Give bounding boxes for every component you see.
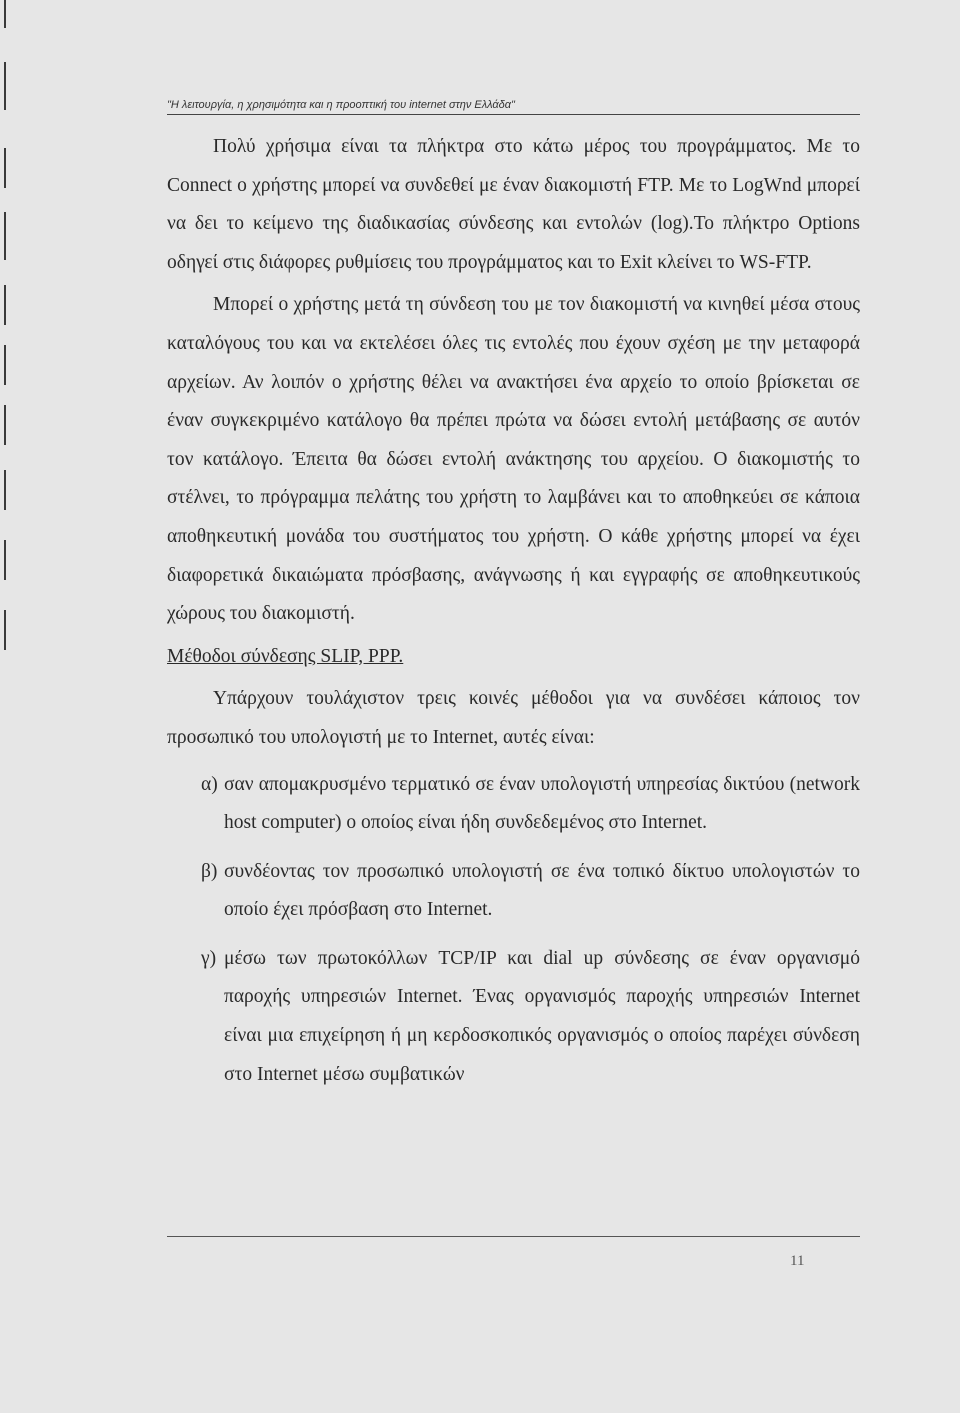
page-number: 11	[790, 1253, 805, 1269]
list-item	[201, 853, 860, 930]
list-item	[201, 940, 860, 1094]
method-list	[167, 766, 860, 1095]
running-header: "Η λειτουργία, η χρησιμότητα και η προοπτική του internet στην Ελλάδα"	[167, 99, 860, 115]
scan-edge-mark	[4, 285, 6, 325]
scan-edge-mark	[4, 610, 6, 650]
scan-edge-mark	[4, 0, 6, 28]
scan-edge-mark	[4, 540, 6, 580]
footer-rule	[167, 1236, 860, 1237]
scan-edge-mark	[4, 148, 6, 188]
paragraph: Πολύ χρήσιμα είναι τα πλήκτρα στο κάτω μέρος του προγράμματος. Με το Connect ο χρήστης μπορεί να συνδεθεί με έναν διακομιστή FTP. Με το LogWnd μπορεί να δει το κείμενο της διαδικασίας σύνδεσης και εντολών (log).Το πλήκτρο Options οδηγεί στις διάφορες ρυθμίσεις του προγράμματος και το Exit κλείνει το WS-FTP.	[167, 136, 860, 273]
paragraph: Υπάρχουν τουλάχιστον τρεις κοινές μέθοδοι για να συνδέσει κάποιος τον προσωπικό του υπολογιστή με το Internet, αυτές είναι:	[167, 688, 860, 748]
scan-edge-mark	[4, 470, 6, 510]
scan-edge-mark	[4, 212, 6, 260]
list-item-text: συνδέοντας τον προσωπικό υπολογιστή σε ένα τοπικό δίκτυο υπολογιστών το οποίο έχει πρόσβαση στο Internet.	[224, 860, 860, 921]
list-item	[201, 766, 860, 843]
list-item-text: σαν απομακρυσμένο τερματικό σε έναν υπολογιστή υπηρεσίας δικτύου (network host computer) ο οποίος είναι ήδη συνδεδεμένος στο Internet.	[224, 773, 860, 834]
list-item-text: μέσω των πρωτοκόλλων TCP/IP και dial up σύνδεσης σε έναν οργανισμό παροχής υπηρεσιών Internet. Ένας οργανισμός παροχής υπηρεσιών Internet είναι μια επιχείρηση ή μη κερδοσκοπικός οργανισμός ο οποίος παρέχει σύνδεση στο Internet μέσω συμβατικών	[224, 947, 860, 1085]
paragraph: Μπορεί ο χρήστης μετά τη σύνδεση του με τον διακομιστή να κινηθεί μέσα στους καταλόγους του και να εκτελέσει όλες τις εντολές που έχουν σχέση με την μεταφορά αρχείων. Αν λοιπόν ο χρήστης θέλει να ανακτήσει ένα αρχείο το οποίο βρίσκεται σε έναν συγκεκριμένο κατάλογο θα πρέπει πρώτα να δώσει εντολή μετάβασης σε αυτόν τον κατάλογο. Έπειτα θα δώσει εντολή ανάκτησης του αρχείου. Ο διακομιστής το στέλνει, το πρόγραμμα πελάτης του χρήστη το λαμβάνει και το αποθηκεύει σε κάποια αποθηκευτική μονάδα του συστήματος του χρήστη. Ο κάθε χρήστης μπορεί να έχει διαφορετικά δικαιώματα πρόσβασης, ανάγνωσης ή και εγγραφής σε αποθηκευτικούς χώρους του διακομιστή.	[167, 294, 860, 625]
scan-edge-mark	[4, 405, 6, 445]
scan-edge-marks	[0, 0, 8, 1413]
document-body	[167, 128, 860, 1104]
list-marker: α)	[201, 773, 218, 795]
scan-edge-mark	[4, 345, 6, 385]
section-heading: Μέθοδοι σύνδεσης SLIP, PPP.	[167, 645, 404, 667]
scan-edge-mark	[4, 62, 6, 110]
list-marker: γ)	[201, 947, 217, 969]
list-marker: β)	[201, 860, 218, 882]
